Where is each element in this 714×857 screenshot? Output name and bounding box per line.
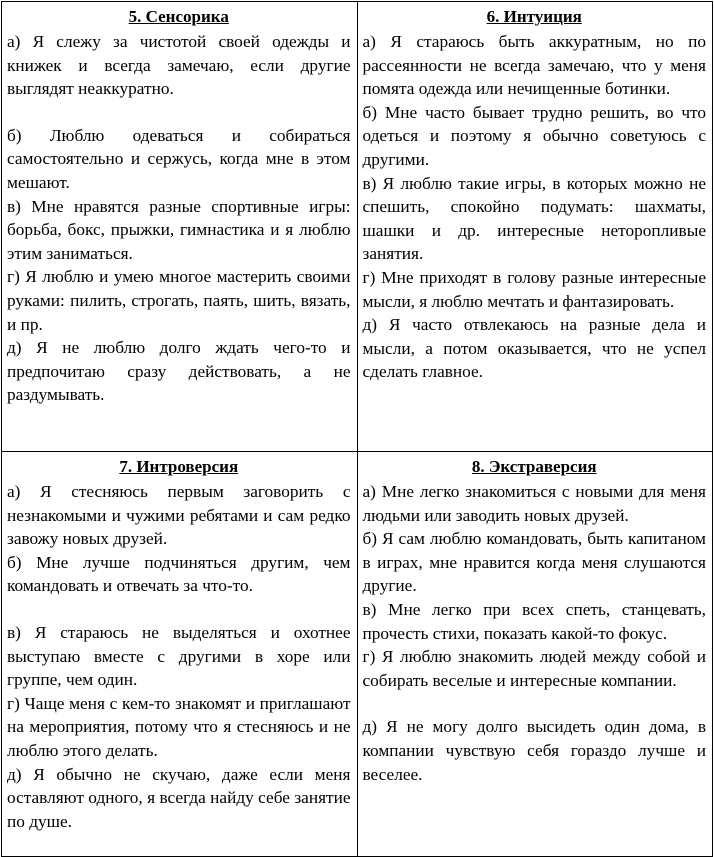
answer-b: б) Люблю одеваться и собираться самостоятельно и сержусь, когда мне в этом мешают. (7, 125, 351, 192)
cell-title: 7. Интроверсия (119, 457, 239, 476)
spacer (7, 101, 351, 124)
answer-v: в) Мне нравятся разные спортивные игры: борьба, бокс, прыжки, гимнастика и я люблю этим заниматься. (7, 196, 351, 263)
answer-b: б) Мне лучше подчиняться другим, чем командовать и отвечать за что-то. (7, 552, 351, 596)
cell-intuition (357, 2, 713, 452)
answer-a: а) Я стараюсь быть аккуратным, но по рассеянности не всегда замечаю, что у меня помята одежда или нечищенные ботинки. (362, 32, 706, 99)
answer-a: а) Мне легко знакомиться с новыми для меня людьми или заводить новых друзей. (362, 482, 706, 525)
questionnaire-table (1, 1, 713, 857)
answer-g: г) Я люблю знакомить людей между собой и собирать веселые и интересные компании. (362, 647, 706, 690)
cell-title: 5. Сенсорика (128, 7, 229, 26)
answer-g: г) Чаще меня с кем-то знакомят и приглашают на мероприятия, потому что я стесняюсь и не люблю этого делать. (7, 693, 351, 760)
answer-g: г) Я люблю и умею многое мастерить своими руками: пилить, строгать, паять, шить, вязать, и пр. (7, 267, 351, 334)
cell-introversion (2, 452, 358, 857)
cell-title: 8. Экстраверсия (471, 457, 597, 476)
table-row (2, 452, 713, 857)
answer-d: д) Я не люблю долго ждать чего-то и предпочитаю сразу действовать, а не раздумывать. (7, 338, 351, 405)
spacer (363, 692, 707, 715)
answer-a: а) Я стесняюсь первым заговорить с незнакомыми и чужими ребятами и сам редко завожу новых друзей. (7, 482, 351, 549)
answer-b: б) Мне часто бывает трудно решить, во что одеться и поэтому я обычно советуюсь с другими. (362, 102, 706, 169)
answer-g: г) Мне приходят в голову разные интересные мысли, я люблю мечтать и фантазировать. (362, 267, 706, 311)
answer-v: в) Мне легко при всех спеть, станцевать, прочесть стихи, показать какой-то фокус. (362, 599, 706, 643)
cell-sensorics (2, 2, 358, 452)
cell-extraversion (357, 452, 713, 857)
answer-v: в) Я люблю такие игры, в которых можно не спешить, спокойно подумать: шахматы, шашки и др. интересные неторопливые занятия. (362, 173, 706, 264)
spacer (7, 598, 351, 621)
answer-b: б) Я сам люблю командовать, быть капитаном в играх, мне нравится когда меня слушаются другие. (362, 529, 706, 596)
answer-d: д) Я не могу долго высидеть один дома, в компании чувствую себя гораздо лучше и веселее. (362, 717, 706, 784)
answer-d: д) Я часто отвлекаюсь на разные дела и мысли, а потом оказывается, что не успел сделать главное. (362, 315, 706, 382)
answer-d: д) Я обычно не скучаю, даже если меня оставляют одного, я всегда найду себе занятие по душе. (7, 764, 351, 831)
cell-title: 6. Интуиция (486, 7, 582, 26)
answer-v: в) Я стараюсь не выделяться и охотнее выступаю вместе с другими в хоре или группе, чем один. (7, 622, 351, 690)
table-row (2, 2, 713, 452)
answer-a: а) Я слежу за чистотой своей одежды и книжек и всегда замечаю, если другие выглядят неаккуратно. (7, 32, 351, 99)
